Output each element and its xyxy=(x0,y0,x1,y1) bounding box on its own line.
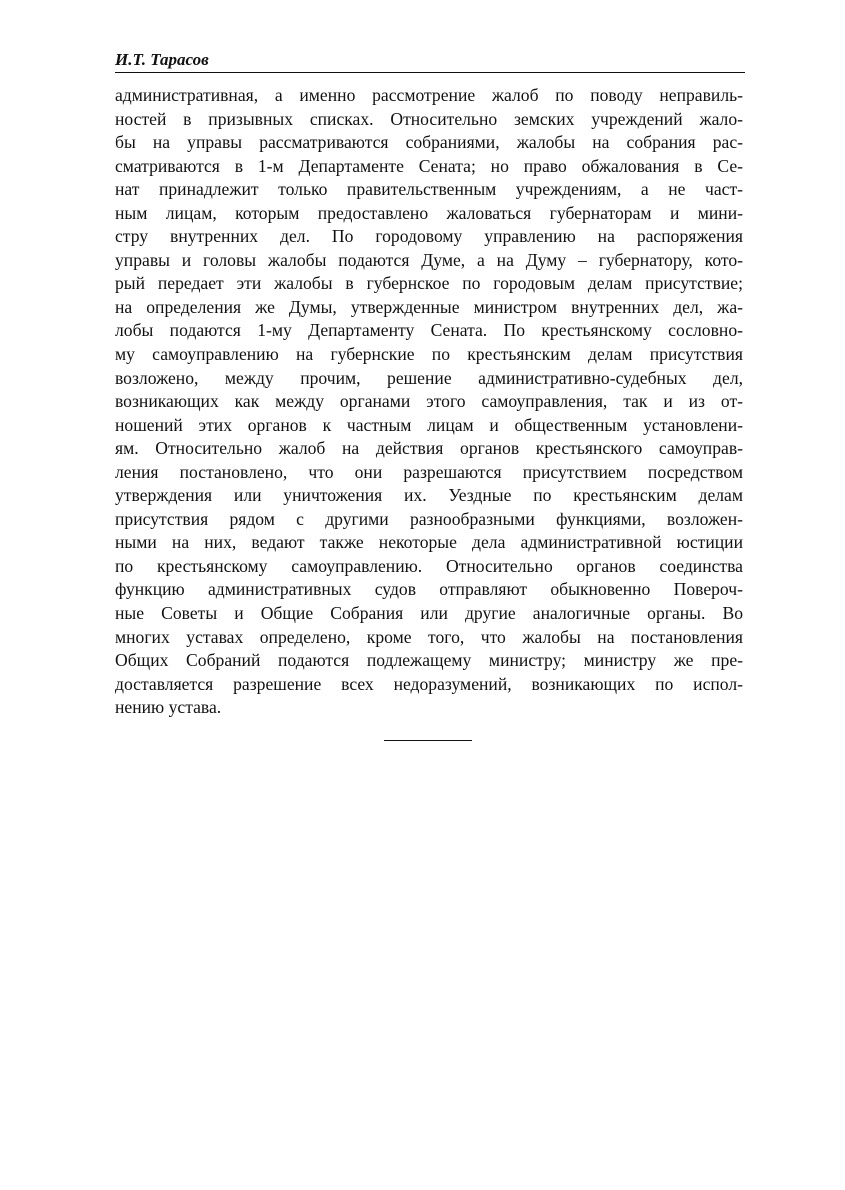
text-line: ностей в призывных списках. Относительно земских учреждений жало- xyxy=(115,108,743,129)
text-line: рый передает эти жалобы в губернское по городовым делам присутствие; xyxy=(115,273,743,294)
text-line: нат принадлежит только правительственным учреждениям, а не част- xyxy=(115,179,743,200)
body-text xyxy=(115,84,743,720)
text-line: бы на управы рассматриваются собраниями, жалобы на собрания рас- xyxy=(115,132,743,153)
text-line: многих уставах определено, кроме того, что жалобы на постановления xyxy=(115,626,743,647)
text-line: административная, а именно рассмотрение жалоб по поводу неправиль- xyxy=(115,85,743,105)
text-line: ные Советы и Общие Собрания или другие аналогичные органы. Во xyxy=(115,603,743,624)
text-line: возложено, между прочим, решение административно-судебных дел, xyxy=(115,367,743,388)
section-end-rule xyxy=(384,740,472,741)
text-line: стру внутренних дел. По городовому управлению на распоряжения xyxy=(115,226,743,247)
text-line: на определения же Думы, утвержденные министром внутренних дел, жа- xyxy=(115,296,743,317)
text-line: сматриваются в 1-м Департаменте Сената; но право обжалования в Се- xyxy=(115,155,743,176)
text-line: лобы подаются 1-му Департаменту Сената. По крестьянскому сословно- xyxy=(115,320,743,341)
text-line: возникающих как между органами этого самоуправления, так и из от- xyxy=(115,391,743,412)
text-line: присутствия рядом с другими разнообразными функциями, возложен- xyxy=(115,508,743,529)
text-line: функцию административных судов отправляют обыкновенно Повероч- xyxy=(115,579,743,600)
text-line: му самоуправлению на губернские по крестьянским делам присутствия xyxy=(115,344,743,365)
running-head-author: И.Т. Тарасов xyxy=(115,50,209,69)
text-line: утверждения или уничтожения их. Уездные по крестьянским делам xyxy=(115,485,743,506)
text-line: ления постановлено, что они разрешаются присутствием посредством xyxy=(115,461,743,482)
text-line: ям. Относительно жалоб на действия органов крестьянского самоуправ- xyxy=(115,438,743,459)
text-line: ным лицам, которым предоставлено жаловаться губернаторам и мини- xyxy=(115,202,743,223)
running-head xyxy=(115,50,745,73)
text-line: управы и головы жалобы подаются Думе, а на Думу – губернатору, кото- xyxy=(115,249,743,270)
text-line: по крестьянскому самоуправлению. Относительно органов соединства xyxy=(115,555,743,576)
text-line: ношений этих органов к частным лицам и общественным установлени- xyxy=(115,414,743,435)
text-line: доставляется разрешение всех недоразумений, возникающих по испол- xyxy=(115,673,743,694)
text-line: Общих Собраний подаются подлежащему министру; министру же пре- xyxy=(115,650,743,671)
text-line: нению устава. xyxy=(115,697,222,718)
text-line: ными на них, ведают также некоторые дела административной юстиции xyxy=(115,532,743,553)
